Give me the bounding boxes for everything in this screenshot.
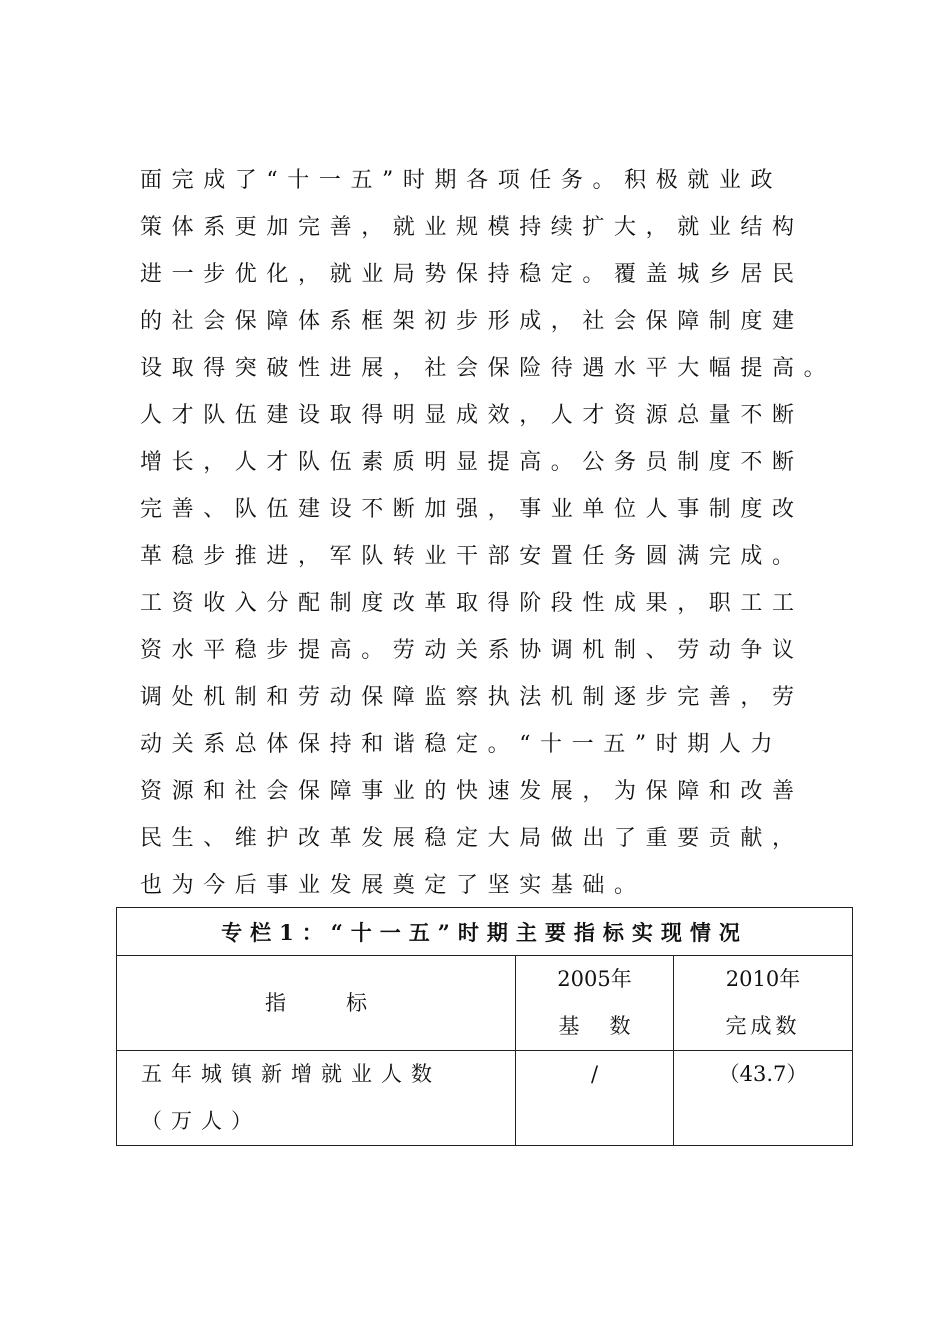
paragraph-line: 调处机制和劳动保障监察执法机制逐步完善，劳: [140, 685, 804, 710]
row-base-value: /: [516, 1051, 674, 1146]
paragraph-line: 工资收入分配制度改革取得阶段性成果，职工工: [140, 591, 804, 616]
header-base-year: 2005年: [557, 967, 632, 991]
paragraph-line: 革稳步推进，军队转业干部安置任务圆满完成。: [140, 544, 804, 569]
paragraph-line: 民生、维护改革发展稳定大局做出了重要贡献，: [140, 826, 804, 851]
header-result: [674, 956, 853, 1051]
header-result-label: 完成数: [725, 1014, 801, 1038]
paragraph-line: 进一步优化，就业局势保持稳定。覆盖城乡居民: [140, 262, 804, 287]
header-indicator: [117, 956, 516, 1051]
paragraph-line: 设取得突破性进展，社会保险待遇水平大幅提高。: [140, 356, 836, 381]
table-title: 专栏1：“十一五”时期主要指标实现情况: [117, 908, 853, 956]
paragraph-line: 策体系更加完善，就业规模持续扩大，就业结构: [140, 215, 804, 240]
row-name-line1: 五年城镇新增就业人数: [141, 1062, 441, 1086]
paragraph-line: 完善、队伍建设不断加强，事业单位人事制度改: [140, 497, 804, 522]
row-name-line2: （万人）: [141, 1109, 261, 1133]
row-indicator-name: [117, 1051, 516, 1146]
paragraph-line: 面完成了“十一五”时期各项任务。积极就业政: [140, 168, 783, 193]
table-title-row: [117, 908, 853, 956]
paragraph-line: 资源和社会保障事业的快速发展，为保障和改善: [140, 779, 804, 804]
header-base: [516, 956, 674, 1051]
header-result-year: 2010年: [725, 967, 801, 991]
paragraph-line: 人才队伍建设取得明显成效，人才资源总量不断: [140, 403, 804, 428]
body-paragraph: [140, 157, 860, 909]
indicators-table: [116, 907, 853, 1146]
paragraph-line: 资水平稳步提高。劳动关系协调机制、劳动争议: [140, 638, 804, 663]
paragraph-line: 也为今后事业发展奠定了坚实基础。: [140, 873, 646, 898]
row-result-value: （43.7）: [674, 1051, 853, 1146]
table-row: [117, 1051, 853, 1146]
paragraph-line: 动关系总体保持和谐稳定。“十一五”时期人力: [140, 732, 783, 757]
header-base-label: 基数: [558, 1014, 661, 1038]
paragraph-line: 的社会保障体系框架初步形成，社会保障制度建: [140, 309, 804, 334]
table-header-row: [117, 956, 853, 1051]
paragraph-line: 增长，人才队伍素质明显提高。公务员制度不断: [140, 450, 804, 475]
header-indicator-label: 指标: [265, 990, 427, 1015]
